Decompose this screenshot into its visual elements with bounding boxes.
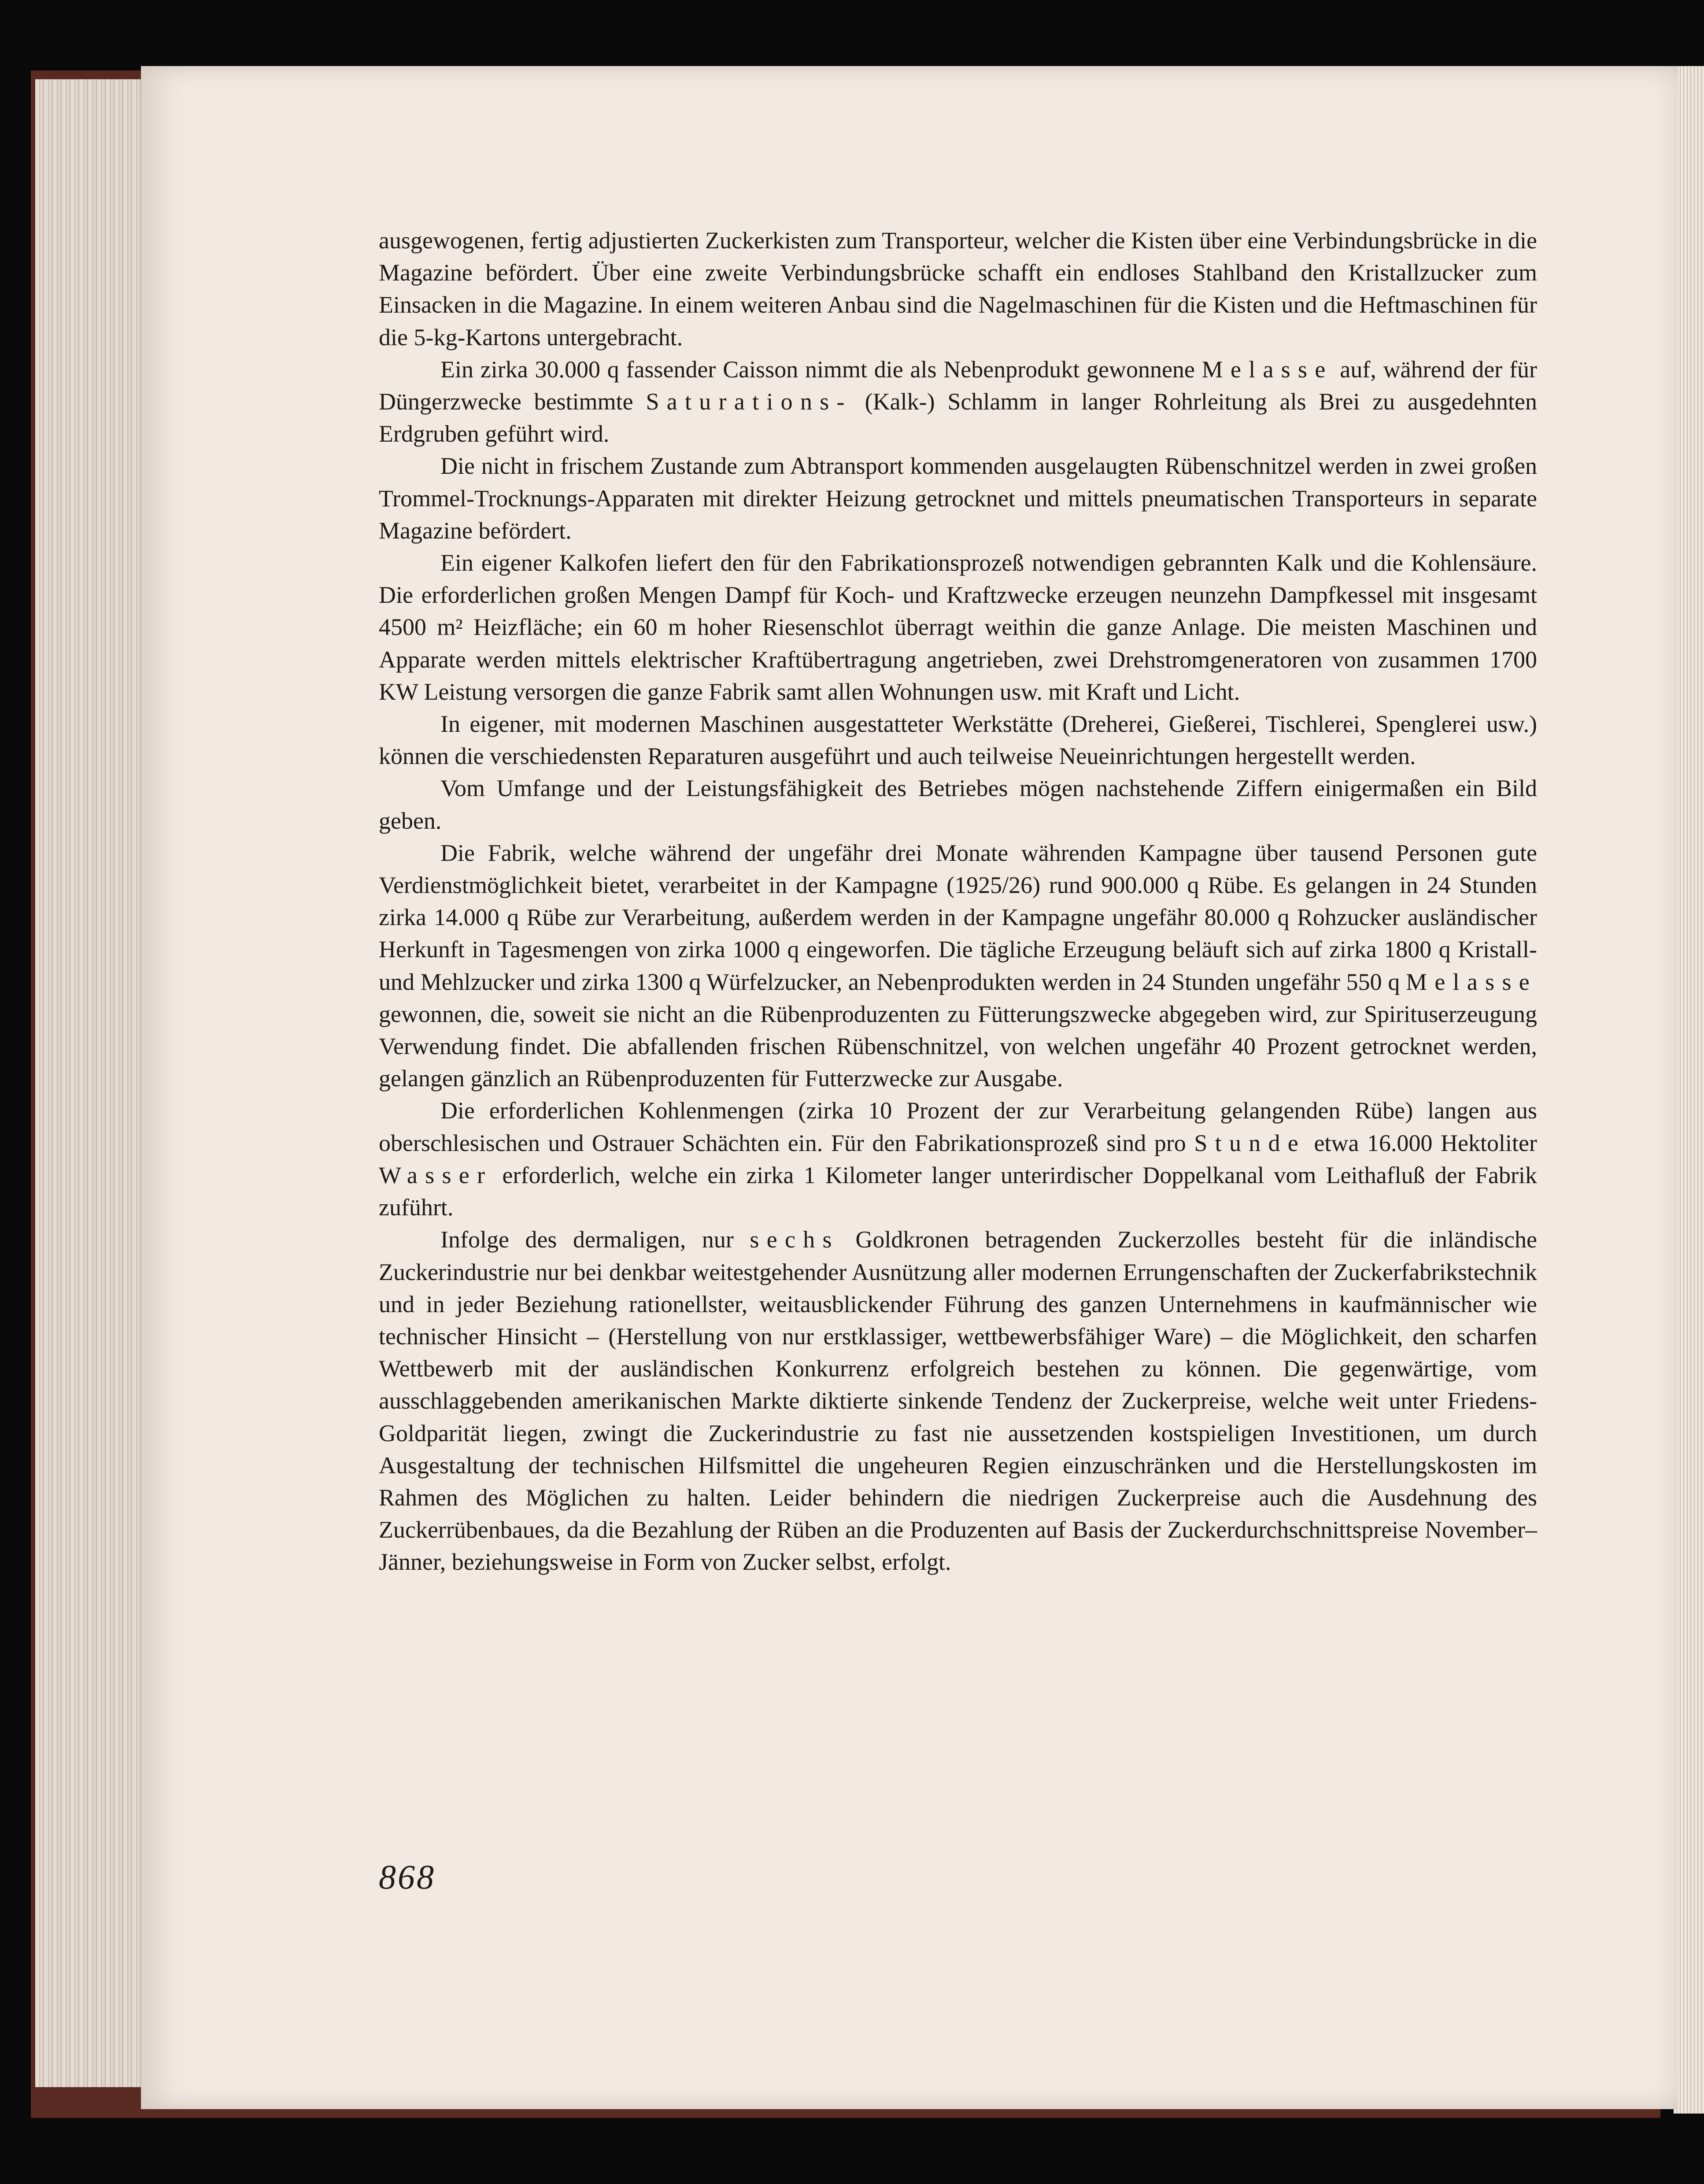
paragraph: Ein zirka 30.000 q fassender Caisson nimmt die als Nebenprodukt gewonnene Melasse auf, während der für Düngerzwecke bestimmte Saturations- (Kalk-) Schlamm in langer Rohrleitung als Brei zu ausgedehnten Erdgruben geführt wird. bbox=[379, 356, 1537, 447]
emphasis-spaced: Stunde bbox=[1194, 1129, 1306, 1156]
body-text bbox=[379, 225, 1537, 1579]
emphasis-spaced: Melasse bbox=[1201, 356, 1333, 383]
paragraph: Vom Umfange und der Leistungsfähigkeit des Betriebes mögen nachstehende Ziffern einigermaßen ein Bild geben. bbox=[379, 775, 1537, 834]
paragraph: Infolge des dermaligen, nur sechs Goldkronen betragenden Zuckerzolles besteht für die inländische Zuckerindustrie nur bei denkbar weitestgehender Ausnützung aller modernen Errungenschaften der Zuckerfabrikstechnik und in jeder Beziehung rationellster, weitausblickender Führung des ganzen Unternehmens in kaufmännischer wie technischer Hinsicht – (Herstellung von nur erstklassiger, wettbewerbsfähiger Ware) – die Möglichkeit, den scharfen Wettbewerb mit der ausländischen Konkurrenz erfolgreich bestehen zu können. Die gegenwärtige, vom ausschlaggebenden amerikanischen Markte diktierte sinkende Tendenz der Zuckerpreise, welche weit unter Friedens-Goldparität liegen, zwingt die Zuckerindustrie zu fast nie aussetzenden kostspieligen Investitionen, um durch Ausgestaltung der technischen Hilfsmittel die ungeheuren Regien einzuschränken und die Herstellungskosten im Rahmen des Möglichen zu halten. Leider behindern die niedrigen Zuckerpreise auch die Ausdehnung des Zuckerrübenbaues, da die Bezahlung der Rüben an die Produzenten auf Basis der Zuckerdurchschnittspreise November–Jänner, beziehungsweise in Form von Zucker selbst, erfolgt. bbox=[379, 1226, 1537, 1575]
emphasis-spaced: Melasse bbox=[1406, 968, 1537, 995]
emphasis-spaced: Wasser bbox=[379, 1162, 493, 1188]
page-edges-right bbox=[1674, 66, 1704, 2114]
paragraph: ausgewogenen, fertig adjustierten Zuckerkisten zum Transporteur, welcher die Kisten über eine Verbindungsbrücke in die Magazine befördert. Über eine zweite Verbindungsbrücke schafft ein endloses Stahlband den Kristallzucker zum Einsacken in die Magazine. In einem weiteren Anbau sind die Nagelmaschinen für die Kisten und die Heftmaschinen für die 5-kg-Kartons untergebracht. bbox=[379, 227, 1537, 350]
paragraph: In eigener, mit modernen Maschinen ausgestatteter Werkstätte (Dreherei, Gießerei, Tischlerei, Spenglerei usw.) können die verschiedensten Reparaturen ausgeführt und auch teilweise Neueinrichtungen hergestellt werden. bbox=[379, 711, 1537, 770]
paragraph: Die nicht in frischem Zustande zum Abtransport kommenden ausgelaugten Rübenschnitzel werden in zwei großen Trommel-Trocknungs-Apparaten mit direkter Heizung getrocknet und mittels pneumatischen Transporteurs in separate Magazine befördert. bbox=[379, 453, 1537, 544]
paragraph: Die erforderlichen Kohlenmengen (zirka 10 Prozent der zur Verarbeitung gelangenden Rübe) langen aus oberschlesischen und Ostrauer Schächten ein. Für den Fabrikationsprozeß sind pro Stunde etwa 16.000 Hektoliter Wasser erforderlich, welche ein zirka 1 Kilometer langer unterirdischer Doppelkanal vom Leithafluß der Fabrik zuführt. bbox=[379, 1097, 1537, 1221]
page-number: 868 bbox=[379, 1858, 436, 1896]
emphasis-spaced: sechs bbox=[750, 1226, 839, 1253]
emphasis-spaced: Saturations- bbox=[646, 388, 852, 415]
paragraph: Ein eigener Kalkofen liefert den für den Fabrikationsprozeß notwendigen gebrannten Kalk und die Kohlensäure. Die erforderlichen großen Mengen Dampf für Koch- und Kraftzwecke erzeugen neunzehn Dampfkessel mit insgesamt 4500 m² Heizfläche; ein 60 m hoher Riesenschlot überragt weithin die ganze Anlage. Die meisten Maschinen und Apparate werden mittels elektrischer Kraftübertragung angetrieben, zwei Drehstromgeneratoren von zusammen 1700 KW Leistung versorgen die ganze Fabrik samt allen Wohnungen usw. mit Kraft und Licht. bbox=[379, 550, 1537, 705]
paragraph: Die Fabrik, welche während der ungefähr drei Monate währenden Kampagne über tausend Personen gute Verdienstmöglichkeit bietet, verarbeitet in der Kampagne (1925/26) rund 900.000 q Rübe. Es gelangen in 24 Stunden zirka 14.000 q Rübe zur Verarbeitung, außerdem werden in der Kampagne ungefähr 80.000 q Rohzucker ausländischer Herkunft in Tagesmengen von zirka 1000 q eingeworfen. Die tägliche Erzeugung beläuft sich auf zirka 1800 q Kristall- und Mehlzucker und zirka 1300 q Würfelzucker, an Nebenprodukten werden in 24 Stunden ungefähr 550 q Melasse gewonnen, die, soweit sie nicht an die Rübenproduzenten zu Fütterungszwecke abgegeben wird, zur Spirituserzeugung Verwendung findet. Die abfallenden frischen Rübenschnitzel, von welchen ungefähr 40 Prozent getrocknet werden, gelangen gänzlich an Rübenproduzenten für Futterzwecke zur Ausgabe. bbox=[379, 839, 1537, 1092]
page-edges-left bbox=[35, 79, 159, 2087]
